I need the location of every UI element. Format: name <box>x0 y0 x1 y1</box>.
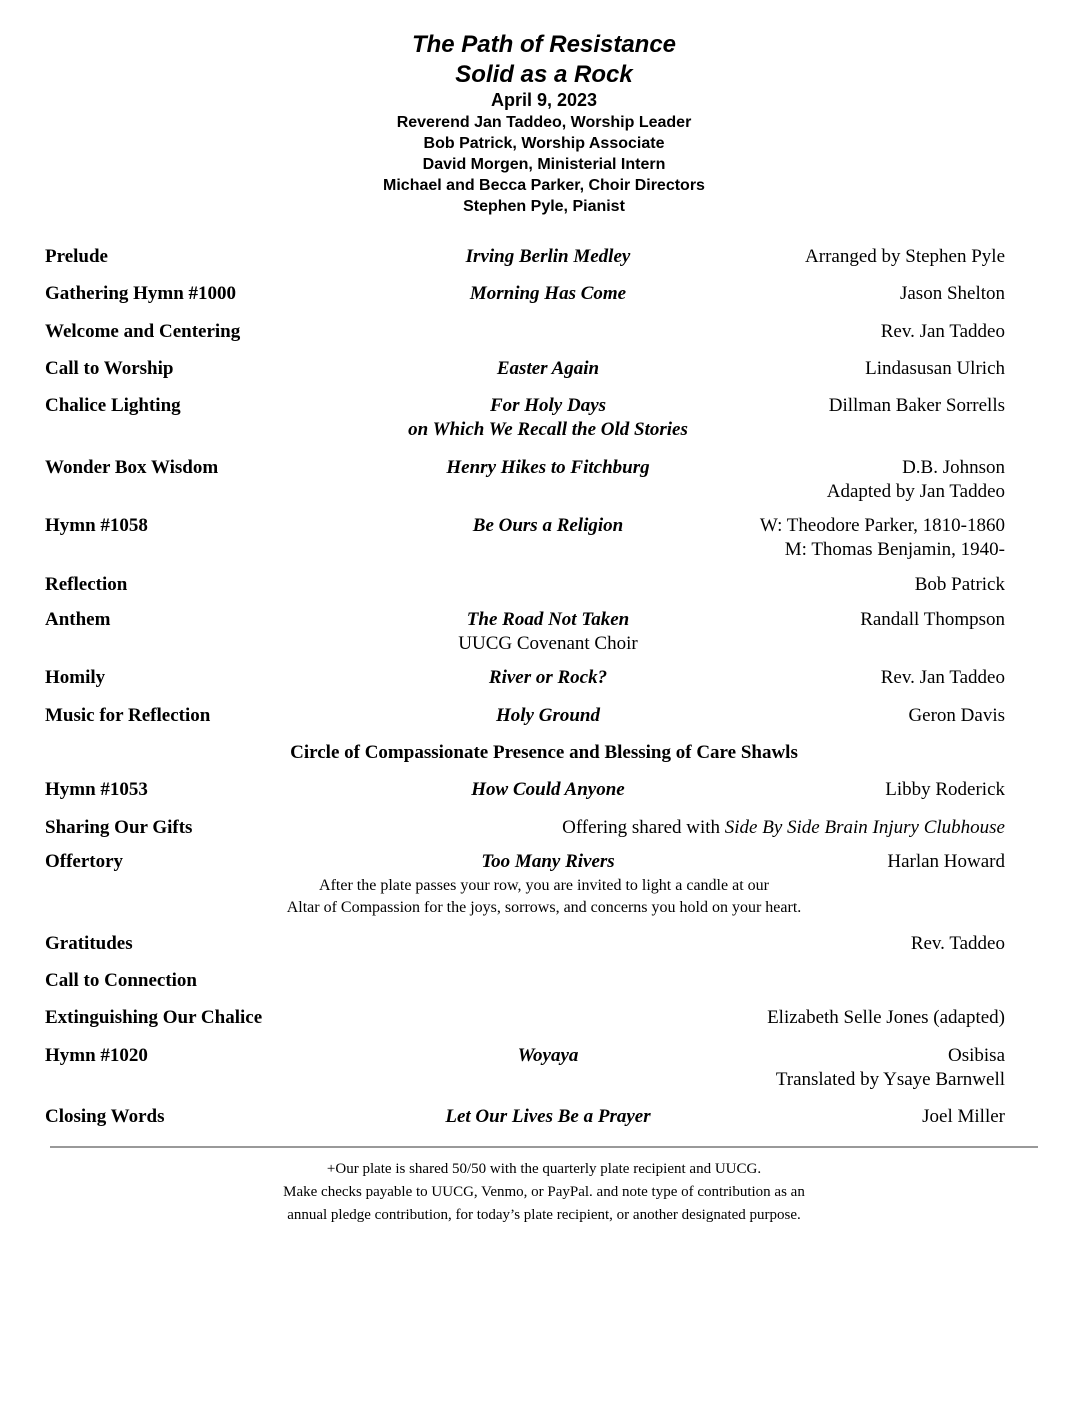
credit-line: Geron Davis <box>908 705 1005 726</box>
staff-line: Bob Patrick, Worship Associate <box>423 135 665 152</box>
offering-recipient: Side By Side Brain Injury Clubhouse <box>724 817 1005 838</box>
staff-line: Stephen Pyle, Pianist <box>463 198 625 215</box>
credit-line: Libby Roderick <box>885 779 1005 800</box>
service-title: The Path of Resistance <box>411 31 677 58</box>
offertory-note-line: Altar of Compassion for the joys, sorrows, and concerns you hold on your heart. <box>286 899 802 916</box>
credit-line: Osibisa <box>948 1045 1005 1066</box>
credit-line: D.B. Johnson <box>902 457 1005 478</box>
piece-title: For Holy Days <box>489 395 607 416</box>
element-name: Hymn #1053 <box>45 779 148 800</box>
element-name: Sharing Our Gifts <box>45 817 193 838</box>
staff-line: Michael and Becca Parker, Choir Directors <box>383 177 705 194</box>
element-name: Anthem <box>45 609 111 630</box>
piece-title: Easter Again <box>496 358 600 379</box>
element-name: Music for Reflection <box>45 705 211 726</box>
piece-title: River or Rock? <box>488 667 608 688</box>
element-name: Closing Words <box>45 1106 165 1127</box>
credit-line: Arranged by Stephen Pyle <box>805 246 1005 267</box>
footer-line: Make checks payable to UUCG, Venmo, or PayPal. and note type of contribution as an <box>283 1184 805 1200</box>
element-name: Hymn #1020 <box>45 1045 148 1066</box>
piece-title: Holy Ground <box>496 705 600 726</box>
element-name: Chalice Lighting <box>45 395 181 416</box>
piece-title: How Could Anyone <box>471 779 625 800</box>
plate-footer <box>0 1158 1088 1227</box>
staff-line: David Morgen, Ministerial Intern <box>422 156 666 173</box>
credit-line: Joel Miller <box>922 1106 1005 1127</box>
offering-prefix: Offering shared with <box>562 817 725 838</box>
credit-line: Elizabeth Selle Jones (adapted) <box>767 1007 1005 1028</box>
offering-note <box>562 816 1005 840</box>
piece-title: Too Many Rivers <box>481 851 615 872</box>
element-name: Hymn #1058 <box>45 515 148 536</box>
piece-title: Let Our Lives Be a Prayer <box>445 1106 651 1127</box>
element-name: Extinguishing Our Chalice <box>45 1007 263 1028</box>
piece-title: Be Ours a Religion <box>472 515 624 536</box>
element-name: Call to Connection <box>45 970 197 991</box>
element-name: Welcome and Centering <box>45 321 241 342</box>
credit-line: Harlan Howard <box>887 851 1005 872</box>
service-subtitle: Solid as a Rock <box>455 61 633 88</box>
element-name: Offertory <box>45 851 124 872</box>
service-date: April 9, 2023 <box>490 90 598 110</box>
credit-line: Rev. Jan Taddeo <box>880 667 1005 688</box>
piece-title: Henry Hikes to Fitchburg <box>446 457 650 478</box>
performer: UUCG Covenant Choir <box>458 633 638 654</box>
element-name: Gathering Hymn #1000 <box>45 283 237 304</box>
piece-title: Irving Berlin Medley <box>465 246 631 267</box>
credit-line: Rev. Taddeo <box>910 933 1005 954</box>
piece-title: Morning Has Come <box>469 283 627 304</box>
footer-line: annual pledge contribution, for today’s plate recipient, or another designated purpose. <box>287 1207 801 1223</box>
piece-title-line-2: on Which We Recall the Old Stories <box>408 419 688 440</box>
staff-line: Reverend Jan Taddeo, Worship Leader <box>396 114 692 131</box>
circle-heading: Circle of Compassionate Presence and Blessing of Care Shawls <box>290 742 798 763</box>
credit-line: Dillman Baker Sorrells <box>828 395 1005 416</box>
element-name: Prelude <box>45 246 108 267</box>
credit-line: Lindasusan Ulrich <box>865 358 1005 379</box>
piece-title: The Road Not Taken <box>466 609 630 630</box>
element-name: Reflection <box>45 574 128 595</box>
footer-line: +Our plate is shared 50/50 with the quarterly plate recipient and UUCG. <box>326 1161 762 1177</box>
credit-line: Translated by Ysaye Barnwell <box>775 1069 1005 1090</box>
element-name: Homily <box>45 667 106 688</box>
credit-line: Bob Patrick <box>914 574 1005 595</box>
piece-title: Woyaya <box>517 1045 579 1066</box>
element-name: Wonder Box Wisdom <box>45 457 219 478</box>
element-name: Gratitudes <box>45 933 133 954</box>
credit-line: M: Thomas Benjamin, 1940- <box>784 539 1005 560</box>
footer-divider <box>50 1146 1038 1148</box>
credit-line: Adapted by Jan Taddeo <box>826 481 1005 502</box>
credit-line: Jason Shelton <box>899 283 1005 304</box>
credit-line: Rev. Jan Taddeo <box>880 321 1005 342</box>
credit-line: W: Theodore Parker, 1810-1860 <box>759 515 1005 536</box>
element-name: Call to Worship <box>45 358 174 379</box>
service-header <box>0 30 1088 217</box>
credit-line: Randall Thompson <box>860 609 1005 630</box>
offertory-note-line: After the plate passes your row, you are invited to light a candle at our <box>319 877 769 894</box>
